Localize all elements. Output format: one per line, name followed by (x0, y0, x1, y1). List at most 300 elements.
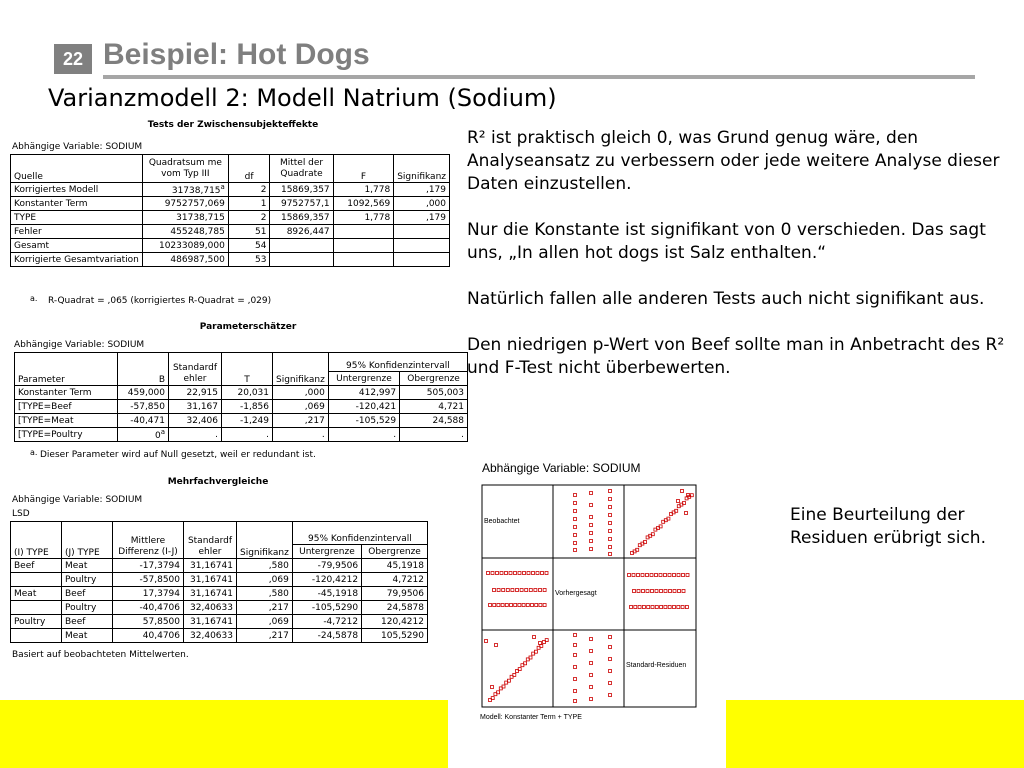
cell-f (333, 239, 394, 253)
cell-i-type (11, 573, 62, 587)
plot-marker (534, 589, 537, 592)
plot-marker (496, 572, 499, 575)
label-std-residuals: Standard-Residuen (626, 662, 687, 669)
header-i: (I) TYPE (11, 522, 62, 559)
parameter-table-block (8, 320, 468, 460)
header-ss: Quadratsum me vom Typ III (142, 155, 228, 183)
plot-marker (497, 604, 500, 607)
cell-b: -57,850 (118, 400, 169, 414)
plot-marker (590, 674, 593, 677)
cell-i-type: Poultry (11, 615, 62, 629)
plot-marker (609, 530, 612, 533)
table-row (11, 183, 450, 197)
plot-marker (651, 606, 654, 609)
cell-j-type: Meat (62, 559, 113, 573)
dependent-variable-label: Abhängige Variable: SODIUM (12, 495, 143, 505)
plot-marker (590, 540, 593, 543)
plot-marker (520, 589, 523, 592)
cell-diff: 57,8500 (113, 615, 184, 629)
plot-marker (514, 572, 517, 575)
header-t: T (222, 353, 273, 386)
cell-diff: -57,8500 (113, 573, 184, 587)
plot-marker (609, 514, 612, 517)
plot-marker (523, 572, 526, 575)
dependent-variable-label: Abhängige Variable: SODIUM (14, 340, 145, 350)
tests-table-block (8, 118, 458, 318)
plot-marker (516, 589, 519, 592)
plot-marker (497, 589, 500, 592)
plot-marker (681, 490, 684, 493)
plot-marker (532, 572, 535, 575)
table-row (11, 573, 428, 587)
plot-marker (574, 690, 577, 693)
table-row (15, 386, 468, 400)
plot-marker (646, 590, 649, 593)
plot-marker (664, 590, 667, 593)
plot-marker (509, 572, 512, 575)
table-caption: Parameterschätzer (199, 322, 297, 332)
plot-marker (651, 590, 654, 593)
cell-sig: ,217 (273, 414, 329, 428)
footnote-mark: a. (30, 294, 38, 303)
label-observed: Beobachtet (484, 518, 520, 525)
plot-marker (590, 524, 593, 527)
cell-sig: ,179 (394, 211, 450, 225)
plot-marker (677, 574, 680, 577)
plot-marker (493, 589, 496, 592)
cell-diff: 17,3794 (113, 587, 184, 601)
table-row (15, 428, 468, 442)
cell-sig: ,217 (237, 601, 293, 615)
cell-upper: 505,003 (400, 386, 468, 400)
plot-marker (609, 522, 612, 525)
method-label: LSD (12, 509, 30, 519)
plot-marker (609, 498, 612, 501)
plot-marker (590, 504, 593, 507)
paragraph-constant: Nur die Konstante ist signifikant von 0 verschieden. Das sagt uns, „In allen hot dogs ist Salz enthalten.“ (467, 220, 986, 263)
plot-marker (632, 574, 635, 577)
table-row (11, 587, 428, 601)
plot-marker (659, 574, 662, 577)
paragraph-r-squared: R² ist praktisch gleich 0, was Grund genug wäre, den Analyseansatz zu verbessern oder jede weitere Analyse dieser Daten einzustellen. (467, 128, 1000, 194)
plot-marker (664, 606, 667, 609)
plot-marker (609, 538, 612, 541)
header-upper: Obergrenze (400, 372, 468, 386)
plot-marker (531, 604, 534, 607)
cell-sig: ,069 (273, 400, 329, 414)
explanation-text (467, 127, 1007, 403)
plot-marker (533, 636, 536, 639)
plot-marker (609, 636, 612, 639)
plot-marker (485, 640, 488, 643)
cell-sig (394, 239, 450, 253)
plot-marker (501, 604, 504, 607)
plot-marker (638, 606, 641, 609)
header-df: df (228, 155, 270, 183)
cell-j-type: Poultry (62, 573, 113, 587)
plot-marker (529, 589, 532, 592)
header-param: Parameter (15, 353, 118, 386)
header-diff: Mittlere Differenz (I-J) (113, 522, 184, 559)
plot-marker (518, 604, 521, 607)
plot-marker (541, 572, 544, 575)
cell-b: 459,000 (118, 386, 169, 400)
plot-marker (505, 604, 508, 607)
plot-marker (574, 518, 577, 521)
table-row (11, 197, 450, 211)
cell-se: 32,406 (169, 414, 222, 428)
header-sig: Signifikanz (394, 155, 450, 183)
cell-ms: 15869,357 (270, 183, 333, 197)
cell-ss: 455248,785 (142, 225, 228, 239)
plot-marker (514, 604, 517, 607)
cell-j-type: Meat (62, 629, 113, 643)
cell-lower: -120,421 (328, 400, 399, 414)
cell-f (333, 225, 394, 239)
slide-number: 22 (54, 44, 92, 74)
plot-marker (525, 589, 528, 592)
plot-marker (678, 590, 681, 593)
cell-ms: 15869,357 (270, 211, 333, 225)
plot-marker (660, 590, 663, 593)
header-ci: 95% Konfidenzintervall (292, 522, 427, 545)
plot-marker (574, 634, 577, 637)
dependent-variable-label: Abhängige Variable: SODIUM (12, 142, 143, 152)
cell-upper: 105,5290 (362, 629, 428, 643)
cell-se: 31,167 (169, 400, 222, 414)
plot-marker (543, 589, 546, 592)
cell-i-type (11, 601, 62, 615)
cell-t: . (222, 428, 273, 442)
plot-marker (522, 604, 525, 607)
plot-marker (637, 590, 640, 593)
table-row (11, 239, 450, 253)
cell-b: 0$^a$ (118, 428, 169, 442)
plot-marker (505, 572, 508, 575)
table-row (15, 400, 468, 414)
cell-lower: . (328, 428, 399, 442)
plot-marker (539, 604, 542, 607)
header-lower: Untergrenze (328, 372, 399, 386)
row-parameter: [TYPE=Beef (15, 400, 118, 414)
plot-marker (669, 590, 672, 593)
header-lower: Untergrenze (292, 545, 361, 559)
parameter-table (14, 352, 468, 442)
cell-se: 31,16741 (184, 559, 237, 573)
cell-t: -1,856 (222, 400, 273, 414)
cell-se: 31,16741 (184, 587, 237, 601)
plot-marker (646, 574, 649, 577)
cell-ms (270, 239, 333, 253)
plot-marker (609, 546, 612, 549)
cell-sig (394, 225, 450, 239)
header-se: Standardf ehler (184, 522, 237, 559)
cell-se: 32,40633 (184, 629, 237, 643)
slide-subtitle: Varianzmodell 2: Modell Natrium (Sodium) (48, 84, 557, 112)
cell-lower: -105,5290 (292, 601, 361, 615)
plot-marker (590, 686, 593, 689)
row-parameter: [TYPE=Meat (15, 414, 118, 428)
matrix-plot-area (474, 455, 726, 715)
header-j: (J) TYPE (62, 522, 113, 559)
cell-upper: 79,9506 (362, 587, 428, 601)
table-row (11, 559, 428, 573)
row-source: Korrigierte Gesamtvariation (11, 253, 143, 267)
cell-diff: -40,4706 (113, 601, 184, 615)
plot-marker (491, 572, 494, 575)
cell-sig: ,069 (237, 573, 293, 587)
plot-marker (630, 606, 633, 609)
plot-marker (536, 572, 539, 575)
footnote-mark: a. (30, 448, 38, 457)
cell-lower: 412,997 (328, 386, 399, 400)
cell-sig: ,179 (394, 183, 450, 197)
plot-marker (660, 606, 663, 609)
plot-marker (590, 650, 593, 653)
header-b: B (118, 353, 169, 386)
plot-marker (609, 682, 612, 685)
plot-marker (539, 589, 542, 592)
plot-marker (590, 516, 593, 519)
table-row (11, 211, 450, 225)
footnote: Dieser Parameter wird auf Null gesetzt, weil er redundant ist. (40, 450, 316, 460)
plot-marker (590, 532, 593, 535)
cell-lower: -105,529 (328, 414, 399, 428)
multiple-comparisons-block (8, 475, 438, 665)
plot-marker (668, 574, 671, 577)
plot-marker (628, 574, 631, 577)
plot-marker (682, 574, 685, 577)
plot-marker (500, 572, 503, 575)
plot-marker (590, 638, 593, 641)
plot-marker (574, 510, 577, 513)
paragraph-tests: Natürlich fallen alle anderen Tests auch nicht signifikant aus. (467, 289, 985, 309)
plot-marker (487, 572, 490, 575)
footnote: Basiert auf beobachteten Mittelwerten. (12, 650, 189, 660)
plot-marker (637, 574, 640, 577)
plot-marker (535, 604, 538, 607)
plot-marker (574, 700, 577, 703)
cell-ms (270, 253, 333, 267)
slide-title: Beispiel: Hot Dogs (103, 38, 370, 71)
cell-j-type: Poultry (62, 601, 113, 615)
plot-marker (574, 666, 577, 669)
plot-marker (685, 512, 688, 515)
plot-marker (502, 589, 505, 592)
plot-marker (634, 606, 637, 609)
plot-marker (590, 548, 593, 551)
cell-ss: 486987,500 (142, 253, 228, 267)
cell-i-type: Beef (11, 559, 62, 573)
plot-marker (641, 574, 644, 577)
plot-marker (609, 646, 612, 649)
header-source: Quelle (11, 155, 143, 183)
plot-marker (574, 542, 577, 545)
cell-df: 54 (228, 239, 270, 253)
plot-marker (590, 662, 593, 665)
title-divider (103, 75, 975, 79)
plot-marker (545, 572, 548, 575)
plot-marker (543, 604, 546, 607)
plot-marker (609, 490, 612, 493)
header-ms: Mittel der Quadrate (270, 155, 333, 183)
cell-upper: 4,721 (400, 400, 468, 414)
plot-footer: Modell: Konstanter Term + TYPE (480, 714, 582, 721)
cell-sig: . (273, 428, 329, 442)
row-source: Gesamt (11, 239, 143, 253)
plot-marker (574, 678, 577, 681)
cell-sig: ,580 (237, 587, 293, 601)
cell-df: 53 (228, 253, 270, 267)
plot-marker (673, 606, 676, 609)
plot-marker (518, 572, 521, 575)
row-source: Korrigiertes Modell (11, 183, 143, 197)
plot-marker (489, 604, 492, 607)
cell-ss: 10233089,000 (142, 239, 228, 253)
cell-lower: -120,4212 (292, 573, 361, 587)
cell-sig: ,580 (237, 559, 293, 573)
header-sig: Signifikanz (273, 353, 329, 386)
cell-upper: . (400, 428, 468, 442)
plot-marker (633, 590, 636, 593)
cell-ss: 31738,715 (142, 211, 228, 225)
plot-marker (682, 590, 685, 593)
cell-df: 1 (228, 197, 270, 211)
cell-upper: 4,7212 (362, 573, 428, 587)
cell-i-type: Meat (11, 587, 62, 601)
cell-se: . (169, 428, 222, 442)
header-sig: Signifikanz (237, 522, 293, 559)
plot-marker (574, 549, 577, 552)
plot-marker (590, 698, 593, 701)
plot-marker (681, 606, 684, 609)
plot-marker (574, 494, 577, 497)
cell-upper: 45,1918 (362, 559, 428, 573)
label-predicted: Vorhergesagt (555, 590, 597, 597)
cell-i-type (11, 629, 62, 643)
plot-marker (655, 606, 658, 609)
cell-upper: 24,5878 (362, 601, 428, 615)
cell-se: 31,16741 (184, 573, 237, 587)
table-caption: Mehrfachvergleiche (167, 477, 269, 487)
table-row (15, 414, 468, 428)
row-source: Konstanter Term (11, 197, 143, 211)
cell-lower: -45,1918 (292, 587, 361, 601)
cell-ss: 9752757,069 (142, 197, 228, 211)
cell-se: 32,40633 (184, 601, 237, 615)
plot-marker (673, 590, 676, 593)
scatterplot-matrix (474, 455, 726, 735)
plot-marker (668, 606, 671, 609)
tests-table (10, 154, 450, 267)
cell-ms: 9752757,1 (270, 197, 333, 211)
table-row (11, 629, 428, 643)
plot-marker (493, 604, 496, 607)
cell-se: 31,16741 (184, 615, 237, 629)
row-source: Fehler (11, 225, 143, 239)
header-se: Standardf ehler (169, 353, 222, 386)
row-source: TYPE (11, 211, 143, 225)
plot-marker (526, 604, 529, 607)
plot-marker (609, 670, 612, 673)
plot-marker (491, 686, 494, 689)
cell-f: 1,778 (333, 211, 394, 225)
cell-se: 22,915 (169, 386, 222, 400)
header-ci: 95% Konfidenzintervall (328, 353, 467, 372)
plot-marker (609, 553, 612, 556)
plot-marker (677, 500, 680, 503)
table-row (11, 253, 450, 267)
cell-j-type: Beef (62, 615, 113, 629)
cell-ss: 31738,715$^a$ (142, 183, 228, 197)
plot-marker (495, 644, 498, 647)
plot-marker (609, 506, 612, 509)
plot-marker (686, 574, 689, 577)
plot-marker (511, 589, 514, 592)
plot-marker (506, 589, 509, 592)
cell-sig: ,069 (237, 615, 293, 629)
plot-marker (574, 644, 577, 647)
cell-lower: -4,7212 (292, 615, 361, 629)
cell-f: 1,778 (333, 183, 394, 197)
cell-diff: 40,4706 (113, 629, 184, 643)
plot-marker (527, 572, 530, 575)
plot-marker (650, 574, 653, 577)
footnote: R-Quadrat = ,065 (korrigiertes R-Quadrat = ,029) (48, 296, 272, 306)
cell-upper: 24,588 (400, 414, 468, 428)
plot-marker (685, 606, 688, 609)
plot-marker (590, 492, 593, 495)
row-parameter: Konstanter Term (15, 386, 118, 400)
cell-lower: -24,5878 (292, 629, 361, 643)
table-row (11, 225, 450, 239)
row-parameter: [TYPE=Poultry (15, 428, 118, 442)
plot-marker (574, 534, 577, 537)
cell-sig: ,000 (394, 197, 450, 211)
paragraph-beef: Den niedrigen p-Wert von Beef sollte man in Anbetracht des R² und F-Test nicht überbewerten. (467, 335, 1005, 378)
plot-marker (574, 526, 577, 529)
plot-marker (574, 654, 577, 657)
cell-j-type: Beef (62, 587, 113, 601)
plot-marker (574, 502, 577, 505)
plot-marker (673, 574, 676, 577)
plot-marker (642, 606, 645, 609)
table-row (11, 615, 428, 629)
cell-upper: 120,4212 (362, 615, 428, 629)
plot-title: Abhängige Variable: SODIUM (482, 461, 641, 475)
cell-diff: -17,3794 (113, 559, 184, 573)
plot-marker (677, 606, 680, 609)
plot-marker (510, 604, 513, 607)
cell-df: 51 (228, 225, 270, 239)
cell-f: 1092,569 (333, 197, 394, 211)
residuals-note: Eine Beurteilung der Residuen erübrigt sich. (790, 505, 986, 548)
cell-t: 20,031 (222, 386, 273, 400)
cell-sig (394, 253, 450, 267)
plot-marker (647, 606, 650, 609)
cell-lower: -79,9506 (292, 559, 361, 573)
multiple-comparisons-table (10, 521, 428, 643)
cell-sig: ,000 (273, 386, 329, 400)
cell-df: 2 (228, 211, 270, 225)
cell-b: -40,471 (118, 414, 169, 428)
cell-ms: 8926,447 (270, 225, 333, 239)
cell-f (333, 253, 394, 267)
table-row (11, 601, 428, 615)
plot-marker (609, 658, 612, 661)
plot-marker (642, 590, 645, 593)
plot-marker (609, 694, 612, 697)
